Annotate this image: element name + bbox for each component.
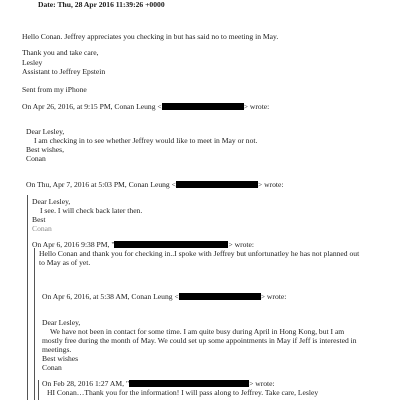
reply-title: Assistant to Jeffrey Epstein: [22, 67, 106, 76]
quote-bar-level-3: [38, 380, 39, 400]
msg4-name: Conan: [42, 363, 62, 372]
msg4-salutation: Dear Lesley,: [42, 318, 81, 327]
msg1-name: Conan: [26, 154, 46, 163]
msg3-body-line2: to May as of yet.: [39, 258, 91, 267]
msg2-attribution-pre: On Thu, Apr 7, 2016 at 5:03 PM, Conan Leung <: [26, 180, 176, 189]
msg2-name: Conan: [32, 224, 52, 233]
date-header: [38, 0, 165, 9]
redaction-box: [179, 293, 261, 300]
msg3-body-line1: Hello Conan and thank you for checking in..I spoke with Jeffrey but unfortunatley he has not planned out: [39, 249, 360, 258]
msg4-body-line3: meetings.: [42, 345, 72, 354]
msg4-attribution-post: > wrote:: [260, 292, 287, 301]
msg1-salutation: Dear Lesley,: [26, 127, 65, 136]
msg1-attribution: [22, 102, 269, 111]
redaction-box: [176, 181, 258, 188]
msg4-attribution-pre: On Apr 6, 2016, at 5:38 AM, Conan Leung <: [42, 292, 179, 301]
redaction-box: [114, 241, 228, 248]
reply-name: Lesley: [22, 58, 43, 67]
msg2-closing: Best: [32, 215, 46, 224]
msg5-attribution: [42, 379, 275, 388]
msg2-salutation: Dear Lesley,: [32, 197, 71, 206]
msg2-body: I see. I will check back later then.: [40, 206, 143, 215]
msg3-attribution-pre: On Apr 6, 2016 9:38 PM, ": [32, 240, 115, 249]
reply-closing: Thank you and take care,: [22, 48, 99, 57]
msg5-attribution-post: > wrote:: [249, 379, 275, 388]
msg1-attribution-post: > wrote:: [243, 102, 270, 111]
quote-bar-level-1: [27, 195, 28, 400]
msg4-closing: Best wishes: [42, 354, 79, 363]
msg1-body: I am checking in to see whether Jeffrey would like to meet in May or not.: [34, 136, 258, 145]
reply-signature: Sent from my iPhone: [22, 85, 87, 94]
msg1-attribution-pre: On Apr 26, 2016, at 9:15 PM, Conan Leung <: [22, 102, 162, 111]
redaction-box: [162, 103, 244, 110]
msg4-body-line1: We have not been in contact for some time. I am quite busy during April in Hong Kong, but I am: [50, 327, 345, 336]
date-value: Thu, 28 Apr 2016 11:39:26 +0000: [57, 0, 165, 9]
msg1-closing: Best wishes,: [26, 145, 64, 154]
msg5-attribution-pre: On Feb 28, 2016 1:27 AM, ": [42, 379, 130, 388]
date-label: Date:: [38, 0, 56, 9]
redaction-box: [129, 380, 249, 387]
quote-bar-level-2: [34, 248, 35, 400]
msg5-body: HI Conan…Thank you for the information! I will pass along to Jeffrey. Take care, Lesley: [47, 388, 319, 397]
msg3-attribution: [32, 240, 254, 249]
reply-body: Hello Conan. Jeffrey appreciates you checking in but has said no to meeting in May.: [22, 32, 279, 41]
msg2-attribution: [26, 180, 284, 189]
msg4-body-line2: mostly free during the month of May. We could set up some appointments in May if Jeff is interested in: [42, 336, 357, 345]
msg3-attribution-post: > wrote:: [228, 240, 255, 249]
msg4-attribution: [42, 292, 286, 301]
msg2-attribution-post: > wrote:: [257, 180, 284, 189]
